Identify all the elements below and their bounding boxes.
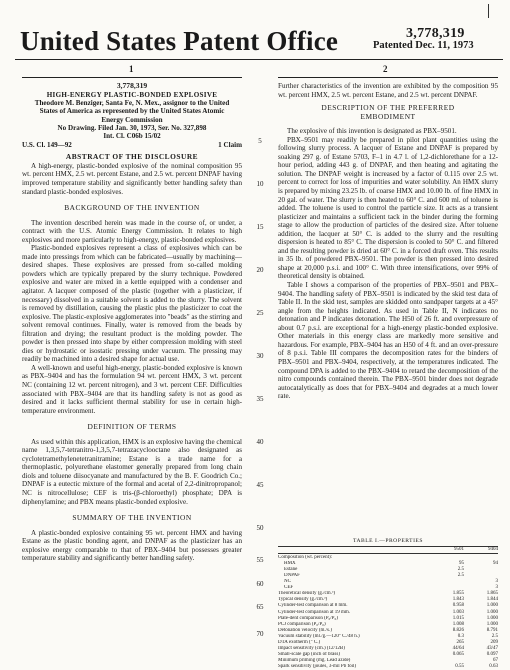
inventor-assignee: Theodore M. Benziger, Santa Fe, N. Mex., assignor to the United States of America as represented by the United States Atomic Energy Commission	[34, 99, 230, 124]
definition-text: As used within this application, HMX is an explosive having the chemical name 1,3,5,7-tetranitro-1,3,5,7-tetrazacyclooctane also designated as cyclotetramethylenetetranitramine; Estane is a trade name for a thermoplastic, polyurethane elastomer generally prepared from long chain diols and toluene diisocyanate and manufactured by the B. F. Goodrich Co.; DNPAF is a eutectic mixture of the formal and acetal of 2,2-dinitropropanol; NC is nitrocellulose; CEF is tris-(β-chloroethyl) phosphate; DPA is diphenylamine; and PBX means plastic-bonded explosive.	[22, 437, 242, 506]
description-heading: DESCRIPTION OF THE PREFERRED	[321, 103, 455, 113]
patented-date: Patented Dec. 11, 1973	[373, 40, 474, 51]
line-number-25: 25	[256, 309, 264, 317]
summary-text: A plastic-bonded explosive containing 95 wt. percent HMX and having Estane as the plastic bonding agent, and DNPAF as the plasticizer has an explosive energy comparable to that of PBX–9404 but possesses greater temperature stability and significantly better handling safety.	[22, 528, 242, 563]
us-class-row	[22, 141, 242, 150]
table-cell-9404: 3	[495, 585, 498, 591]
table-cell-9501: 8.826	[452, 627, 464, 633]
table-cell-9404: 1.000	[486, 603, 498, 609]
claims-count: 1 Claim	[218, 140, 242, 149]
right-column	[278, 82, 498, 401]
table-cell-9501: 0.3	[457, 633, 464, 639]
table-cell-9501: 44/64	[452, 645, 464, 651]
right-col-rule	[278, 77, 498, 78]
table-cell-9404: 2.5	[491, 633, 498, 639]
table-cell-9404: 43/47	[486, 645, 498, 651]
description-para-3: Table I shows a comparison of the properties of PBX–9501 and PBX–9404. The handling safety of PBX–9501 is indicated by the skid test data of Table II. In the skid test, samples are skidded onto sandpaper targets at a 45° angle from the heights indicated. As used in Table II, N indicates no detonation and P indicates detonation. The H50 of 26 ft. and overpressure of about 0.7 p.s.i. are exceptional for a high-energy plastic-bonded explosive. Other materials in this energy class are markedly more sensitive and hazardous. For example, PBX–9404 has an H50 of 4 ft. and an over-pressure of 8 p.s.i. Table III compares the decomposition rates for the binders of PBX–9501 and PBX–9404, respectively, at the temperatures indicated. The compound DPA is added to the PBX–9404 to retard the decomposition of the nitro compounds contained therein. The PBX–9501 binder does not degrade autocatalytically as does that for PBX–9404 and degrades at a much lower rate.	[278, 281, 498, 401]
filing-info: No Drawing. Filed Jan. 30, 1973, Ser. No. 327,898	[57, 123, 207, 132]
patent-number: 3,778,319	[406, 26, 465, 41]
table-cell-9501: 1.008	[452, 621, 464, 627]
table-cell-property: Cylinder-test comparison at 8 mm.	[278, 603, 348, 609]
line-number-10: 10	[256, 180, 264, 188]
table-row	[278, 664, 498, 670]
table-body	[278, 555, 498, 670]
line-number-50: 50	[256, 524, 264, 532]
table-cell-9501: 1.855	[452, 591, 464, 597]
line-number-45: 45	[256, 481, 264, 489]
table-cell-9501: 0.55	[455, 663, 464, 669]
line-number-15: 15	[256, 223, 264, 231]
office-title: United States Patent Office	[20, 26, 339, 56]
front-number: 3,778,319	[116, 81, 148, 90]
left-column	[22, 82, 242, 563]
background-para-1: The invention described herein was made in the course of, or under, a contract with the U.S. Atomic Energy Commission. It relates to high explosives and more particularly to high-energy, plastic-bonded explosives.	[22, 218, 242, 244]
table-cell-9404: 1.000	[486, 621, 498, 627]
table-cell-property: NC	[284, 579, 291, 585]
description-para-2: PBX–9501 may readily be prepared in pilot plant quantities using the following slurry process. A lacquer of Estane and DNPAF is prepared by soaking 297 g. of Estane 5703, F–1 in 4.7 l. of 1,2-dichlorethane for a 12-hour period, adding 443 g. of DNPAF, and then heating and agitating the solution. The DNPAF weight is increased by a factor of 0.115 over 2.5 wt. percent to correct for loss of impurities and water solubility. An HMX slurry is prepared by mixing 23.25 lb. of coarse HMX and 10.00 lb. of fine HMX in 20 gal. of water. The slurry is then heated to 60° C. and 600 ml. of toluene is added. The toluene is used to control the particle size. It acts as a transient plasticizer and maintains a sufficient tack in the binder during the forming stage to allow the production of particles of the desired size. After toluene addition, the lacquer at 50° C. is added to the slurry and the resulting dispersion is heated to 85° C. The dispersion is cooled to 50° C. and filtered and the resulting powder is dried at 60° C. in a forced draft oven. This results in 35 lb. of powdered PBX–9501. The powder is then pressed into desired shape at 20,000 p.s.i. and 100° C. With three intensifications, over 99% of theoretical density is obtained.	[278, 135, 498, 281]
table-cell-property: Spark sensitivity (joules, 3-mil Pb foil)	[278, 663, 357, 669]
table-cell-property: Impact sensitivity (cm.) (12/12B)	[278, 645, 345, 651]
background-heading: BACKGROUND OF THE INVENTION	[64, 203, 200, 213]
table-cell-property: DNPAF	[284, 573, 300, 579]
abstract-heading: ABSTRACT OF THE DISCLOSURE	[65, 152, 199, 162]
table-cell-property: Small-scale gap (inch of brass)	[278, 651, 340, 657]
background-para-2: Plastic-bonded explosives represent a class of explosives which can be made into pressings from which can be fabricated—usually by machining—desired shapes. These explosives are pressed from so-called molding powders which are typically prepared by the slurry technique. Powdered explosive and water are mixed in a kettle equipped with a condenser and agitator. A lacquer composed of the plastic (together with a plasticizer, if necessary) dissolved in a suitable solvent is added to the slurry. The solvent is removed by distillation, causing the plastic plus the plasticizer to coat the explosive. The plastic-explosive agglomerates into "beads" as the stirring and solvent removal continues. Finally, water is removed from the beads by filtration and drying; the resultant product is the molding powder. The powder is then pressed into shape by either compression molding with steel dies or hydrostatic or isostatic pressing under vacuum. The pressing may readily be machined into a desired shape for actual use.	[22, 244, 242, 364]
table-cell-property: Plate-dent comparison (P₀/P₀)	[278, 615, 338, 621]
description-para-1: The explosive of this invention is designated as PBX–9501.	[287, 127, 457, 136]
table-cell-property: CEF	[284, 585, 294, 591]
table-cell-9501: 265	[456, 639, 464, 645]
line-number-55: 55	[256, 556, 264, 564]
table-header-row	[278, 546, 498, 554]
summary-heading: SUMMARY OF THE INVENTION	[72, 513, 192, 523]
column-number-left: 1	[129, 64, 134, 74]
table-cell-9501: 1.015	[452, 615, 464, 621]
line-number-5: 5	[258, 137, 262, 145]
margin-mark	[488, 4, 489, 18]
line-number-40: 40	[256, 438, 264, 446]
left-col-rule	[22, 77, 242, 78]
table-col-9404: 9404	[488, 547, 498, 553]
table-cell-9501: 95	[459, 561, 464, 567]
table-cell-property: Vacuum stability (ml./g.—120° C./48 h.)	[278, 633, 360, 639]
table-title: TABLE I.—PROPERTIES	[353, 538, 423, 544]
column-number-right: 2	[383, 64, 388, 74]
table-cell-9404: 67	[493, 657, 498, 663]
properties-table	[278, 538, 498, 670]
table-cell-9404: 1.000	[486, 615, 498, 621]
intl-class: Int. Cl. C06b 15/02	[103, 132, 161, 141]
us-class: U.S. Cl. 149—92	[22, 140, 72, 149]
table-cell-9404: 1.844	[486, 597, 498, 603]
header-rule	[15, 59, 503, 60]
invention-title: HIGH-ENERGY PLASTIC-BONDED EXPLOSIVE	[46, 90, 218, 99]
table-cell-9404: 0.63	[489, 663, 498, 669]
line-number-35: 35	[256, 395, 264, 403]
table-cell-9404: 209	[490, 639, 498, 645]
table-cell-property: Cylinder-test comparison at 19 mm.	[278, 609, 350, 615]
table-cell-property: Composition (wt. percent):	[278, 555, 333, 561]
table-col-9501: 9501	[454, 547, 464, 553]
table-cell-9501: 0.958	[452, 603, 464, 609]
table-cell-9404: 3	[495, 579, 498, 585]
table-cell-9501: 2.5	[457, 567, 464, 573]
table-cell-property: Typical density (g./cm.³)	[278, 597, 328, 603]
table-cell-property: Detonation velocity (m./s.)	[278, 627, 332, 633]
table-cell-9404: 0.097	[486, 651, 498, 657]
table-cell-property: PCJ comparison (P₀/P₀)	[278, 621, 326, 627]
line-number-30: 30	[256, 352, 264, 360]
right-intro-text: Further characteristics of the invention are exhibited by the composition 95 wt. percent HMX, 2.5 wt. percent Estane, and 2.5 wt. percent DNPAF.	[278, 82, 498, 99]
table-cell-property: Estane	[284, 567, 298, 573]
line-number-70: 70	[256, 630, 264, 638]
abstract-text: A high-energy, plastic-bonded explosive of the nominal composition 95 wt. percent HMX, 2.5 wt. percent Estane, and 2.5 wt. percent DNPAF having improved temperature stability and significantly better handling safety than standard plastic-bonded explosives.	[22, 161, 242, 196]
table-cell-9501: 2.5	[457, 573, 464, 579]
table-cell-property: Minimum priming (mg. Lead azide)	[278, 657, 351, 663]
table-cell-property: Theoretical density (g./cm.³)	[278, 591, 336, 597]
definition-heading: DEFINITION OF TERMS	[87, 422, 177, 432]
table-cell-property: HMX	[284, 561, 296, 567]
line-number-60: 60	[256, 580, 264, 588]
table-cell-9404: 1.000	[486, 609, 498, 615]
table-cell-9404: 94	[493, 561, 498, 567]
background-para-3: A well-known and useful high-energy, plastic-bonded explosive is known as PBX–9404 and has the formulation 94 wt. percent HMX, 3 wt. percent NC (containing 12 wt. percent nitrogen), and 3 wt. percent CEF. Difficulties associated with PBX–9404 are that its handling safety is not as good as desired and it lacks sufficient thermal stability for use in certain high-temperature environment.	[22, 363, 242, 415]
table-cell-9501: 0.065	[452, 651, 464, 657]
table-cell-property: DTA exotherm (° C.)	[278, 639, 321, 645]
embodiment-heading: EMBODIMENT	[360, 111, 416, 121]
line-number-65: 65	[256, 603, 264, 611]
table-cell-9501: 1.003	[452, 609, 464, 615]
line-number-20: 20	[256, 266, 264, 274]
table-cell-9501: 1.843	[452, 597, 464, 603]
table-cell-9404: 1.865	[486, 591, 498, 597]
table-cell-9404: 8.791	[486, 627, 498, 633]
